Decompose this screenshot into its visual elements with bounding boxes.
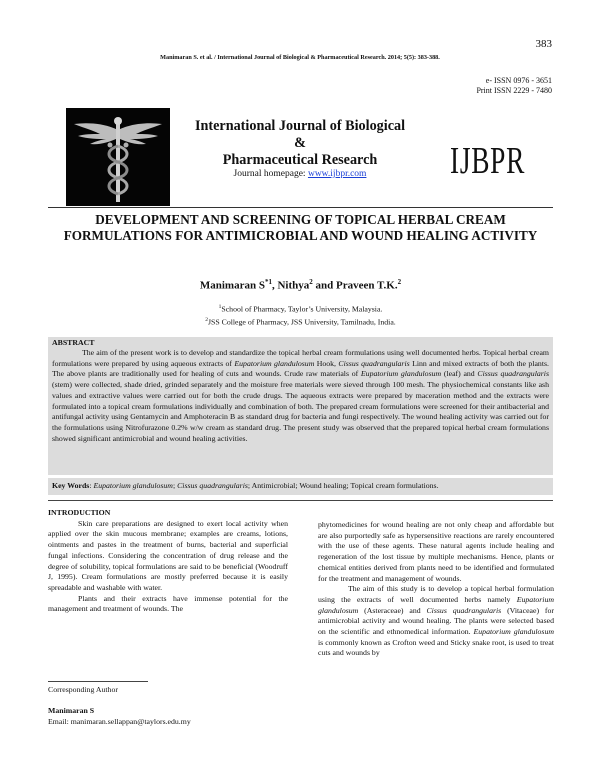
issn-block bbox=[476, 76, 552, 96]
keywords: Key Words: Eupatorium glandulosum; Cissus quadrangularis; Antimicrobial; Wound healing; Topical cream formulations. bbox=[52, 481, 439, 490]
corresponding-author-name: Manimaran S bbox=[48, 706, 95, 715]
keywords-divider bbox=[48, 500, 553, 501]
ijbpr-logo-text: IJBPR bbox=[450, 140, 526, 182]
corresponding-author-label: Corresponding Author bbox=[48, 685, 118, 694]
homepage-link[interactable]: www.ijbpr.com bbox=[307, 169, 367, 179]
journal-homepage bbox=[170, 169, 430, 179]
header-divider bbox=[48, 207, 553, 208]
article-title: DEVELOPMENT AND SCREENING OF TOPICAL HERBAL CREAM FORMULATIONS FOR ANTIMICROBIAL AND WOUND HEALING ACTIVITY bbox=[63, 212, 538, 243]
page-number: 383 bbox=[535, 38, 552, 50]
intro-paragraph-1: Skin care preparations are designed to exert local activity when applied over the skin mucous membrane; examples are creams, lotions, ointments and pastes in the treatment of burns, bacterial and superficial fungal infections. Considering the concentration of drug release and the degree of solubility, topical formulations are said to be beneficial (Woodruff J, 1995). Cream formulations are mostly preferred because it is easily spreadable and washable with water. bbox=[48, 518, 288, 592]
caduceus-icon bbox=[66, 108, 170, 206]
right-paragraph-1: phytomedicines for wound healing are not only cheap and affordable but are also purportedly safe as hypersensitive reactions are rarely encountered with the use of these agents. These natural agents include healing and regeneration of the lost tissue by multiple mechanisms. Hence, plants or chemical entities derived from plants need to be identified and formulated for the treatment and management of wounds. bbox=[318, 520, 554, 583]
left-column bbox=[48, 508, 288, 615]
journal-title-line2: & bbox=[294, 135, 306, 151]
intro-paragraph-2: Plants and their extracts have immense potential for the management and treatment of wounds. The bbox=[48, 593, 288, 614]
right-column bbox=[318, 520, 554, 659]
caduceus-logo bbox=[66, 108, 170, 206]
journal-title-line1: International Journal of Biological bbox=[194, 118, 406, 134]
journal-title-line3: Pharmaceutical Research bbox=[222, 152, 378, 168]
homepage-label: Journal homepage: bbox=[233, 169, 308, 179]
author-sep-2: and bbox=[312, 279, 336, 292]
footnote-divider bbox=[48, 681, 148, 682]
journal-title bbox=[170, 118, 430, 169]
keywords-label: Key Words bbox=[52, 481, 90, 490]
author-2-sup: 2 bbox=[309, 278, 313, 286]
right-paragraph-2: The aim of this study is to develop a topical herbal formulation using the extracts of well documented herbs namely Eupatorium glandulosum (Asteraceae) and Cissus quadrangularis (Vitaceae) for antimicrobial activity and wound healing. The plants were selected based on the scientific and ethnomedical information. Eupatorium glandulosum is commonly known as Crofton weed and Sticky snake root, is used to treat cuts and wounds by bbox=[318, 584, 554, 658]
affiliations bbox=[48, 302, 553, 327]
author-3: Praveen T.K. bbox=[336, 279, 398, 292]
author-2: Nithya bbox=[277, 279, 310, 292]
running-head: Manimaran S. et al. / International Journal of Biological & Pharmaceutical Research. 2014; 5(5): 383-388. bbox=[160, 54, 440, 61]
print-issn: Print ISSN 2229 - 7480 bbox=[476, 86, 552, 95]
abstract-text: The aim of the present work is to develop and standardize the topical herbal cream formulations using well documented herbs. Topical herbal cream formulations were prepared by using aqueous extracts of Eupatorium glandulosum Hook, Cissus quadrangularis Linn and mixed extracts of both the plants. The above plants are traditionally used for healing of cuts and wounds. Crude raw materials of Eupatorium glandulosum (leaf) and Cissus quadrangularis (stem) were collected, shade dried, grinded separately and the moisture free materials were sieved through 100 mesh. The physiochemical constants like ash values and extractive values were carried out for both the crude drugs. The aqueous extracts were prepared by maceration method and the extracts were formulated into a topical cream formulations individually and combination of both. The prepared cream formulations were screened for their antibacterial and antifungal activity using Gentamycin and Amphoteracin B as standard drug for bacteria and fungi respectively. The wound healing activity was carried out for the formulations using Nitrofurazone 0.2% w/w cream as standard drug. The present study was observed that the prepared topical herbal cream formulations showed significant antimicrobial and wound healing activities. bbox=[52, 348, 549, 443]
abstract-heading: ABSTRACT bbox=[52, 338, 95, 347]
introduction-heading: INTRODUCTION bbox=[48, 508, 111, 517]
author-1: Manimaran S bbox=[199, 279, 265, 292]
e-issn: e- ISSN 0976 - 3651 bbox=[485, 76, 552, 85]
author-line bbox=[48, 278, 553, 292]
affiliation-1: $^1$School of Pharmacy, Taylor’s University, Malaysia. bbox=[218, 304, 383, 314]
affiliation-2: $^2$JSS College of Pharmacy, JSS University, Tamilnadu, India. bbox=[205, 316, 396, 327]
author-sep-1: , bbox=[271, 279, 278, 292]
corresponding-author-email: Email: manimaran.sellappan@taylors.edu.my bbox=[48, 717, 191, 726]
author-3-sup: 2 bbox=[397, 278, 402, 286]
author-1-sup: *1 bbox=[264, 278, 272, 286]
